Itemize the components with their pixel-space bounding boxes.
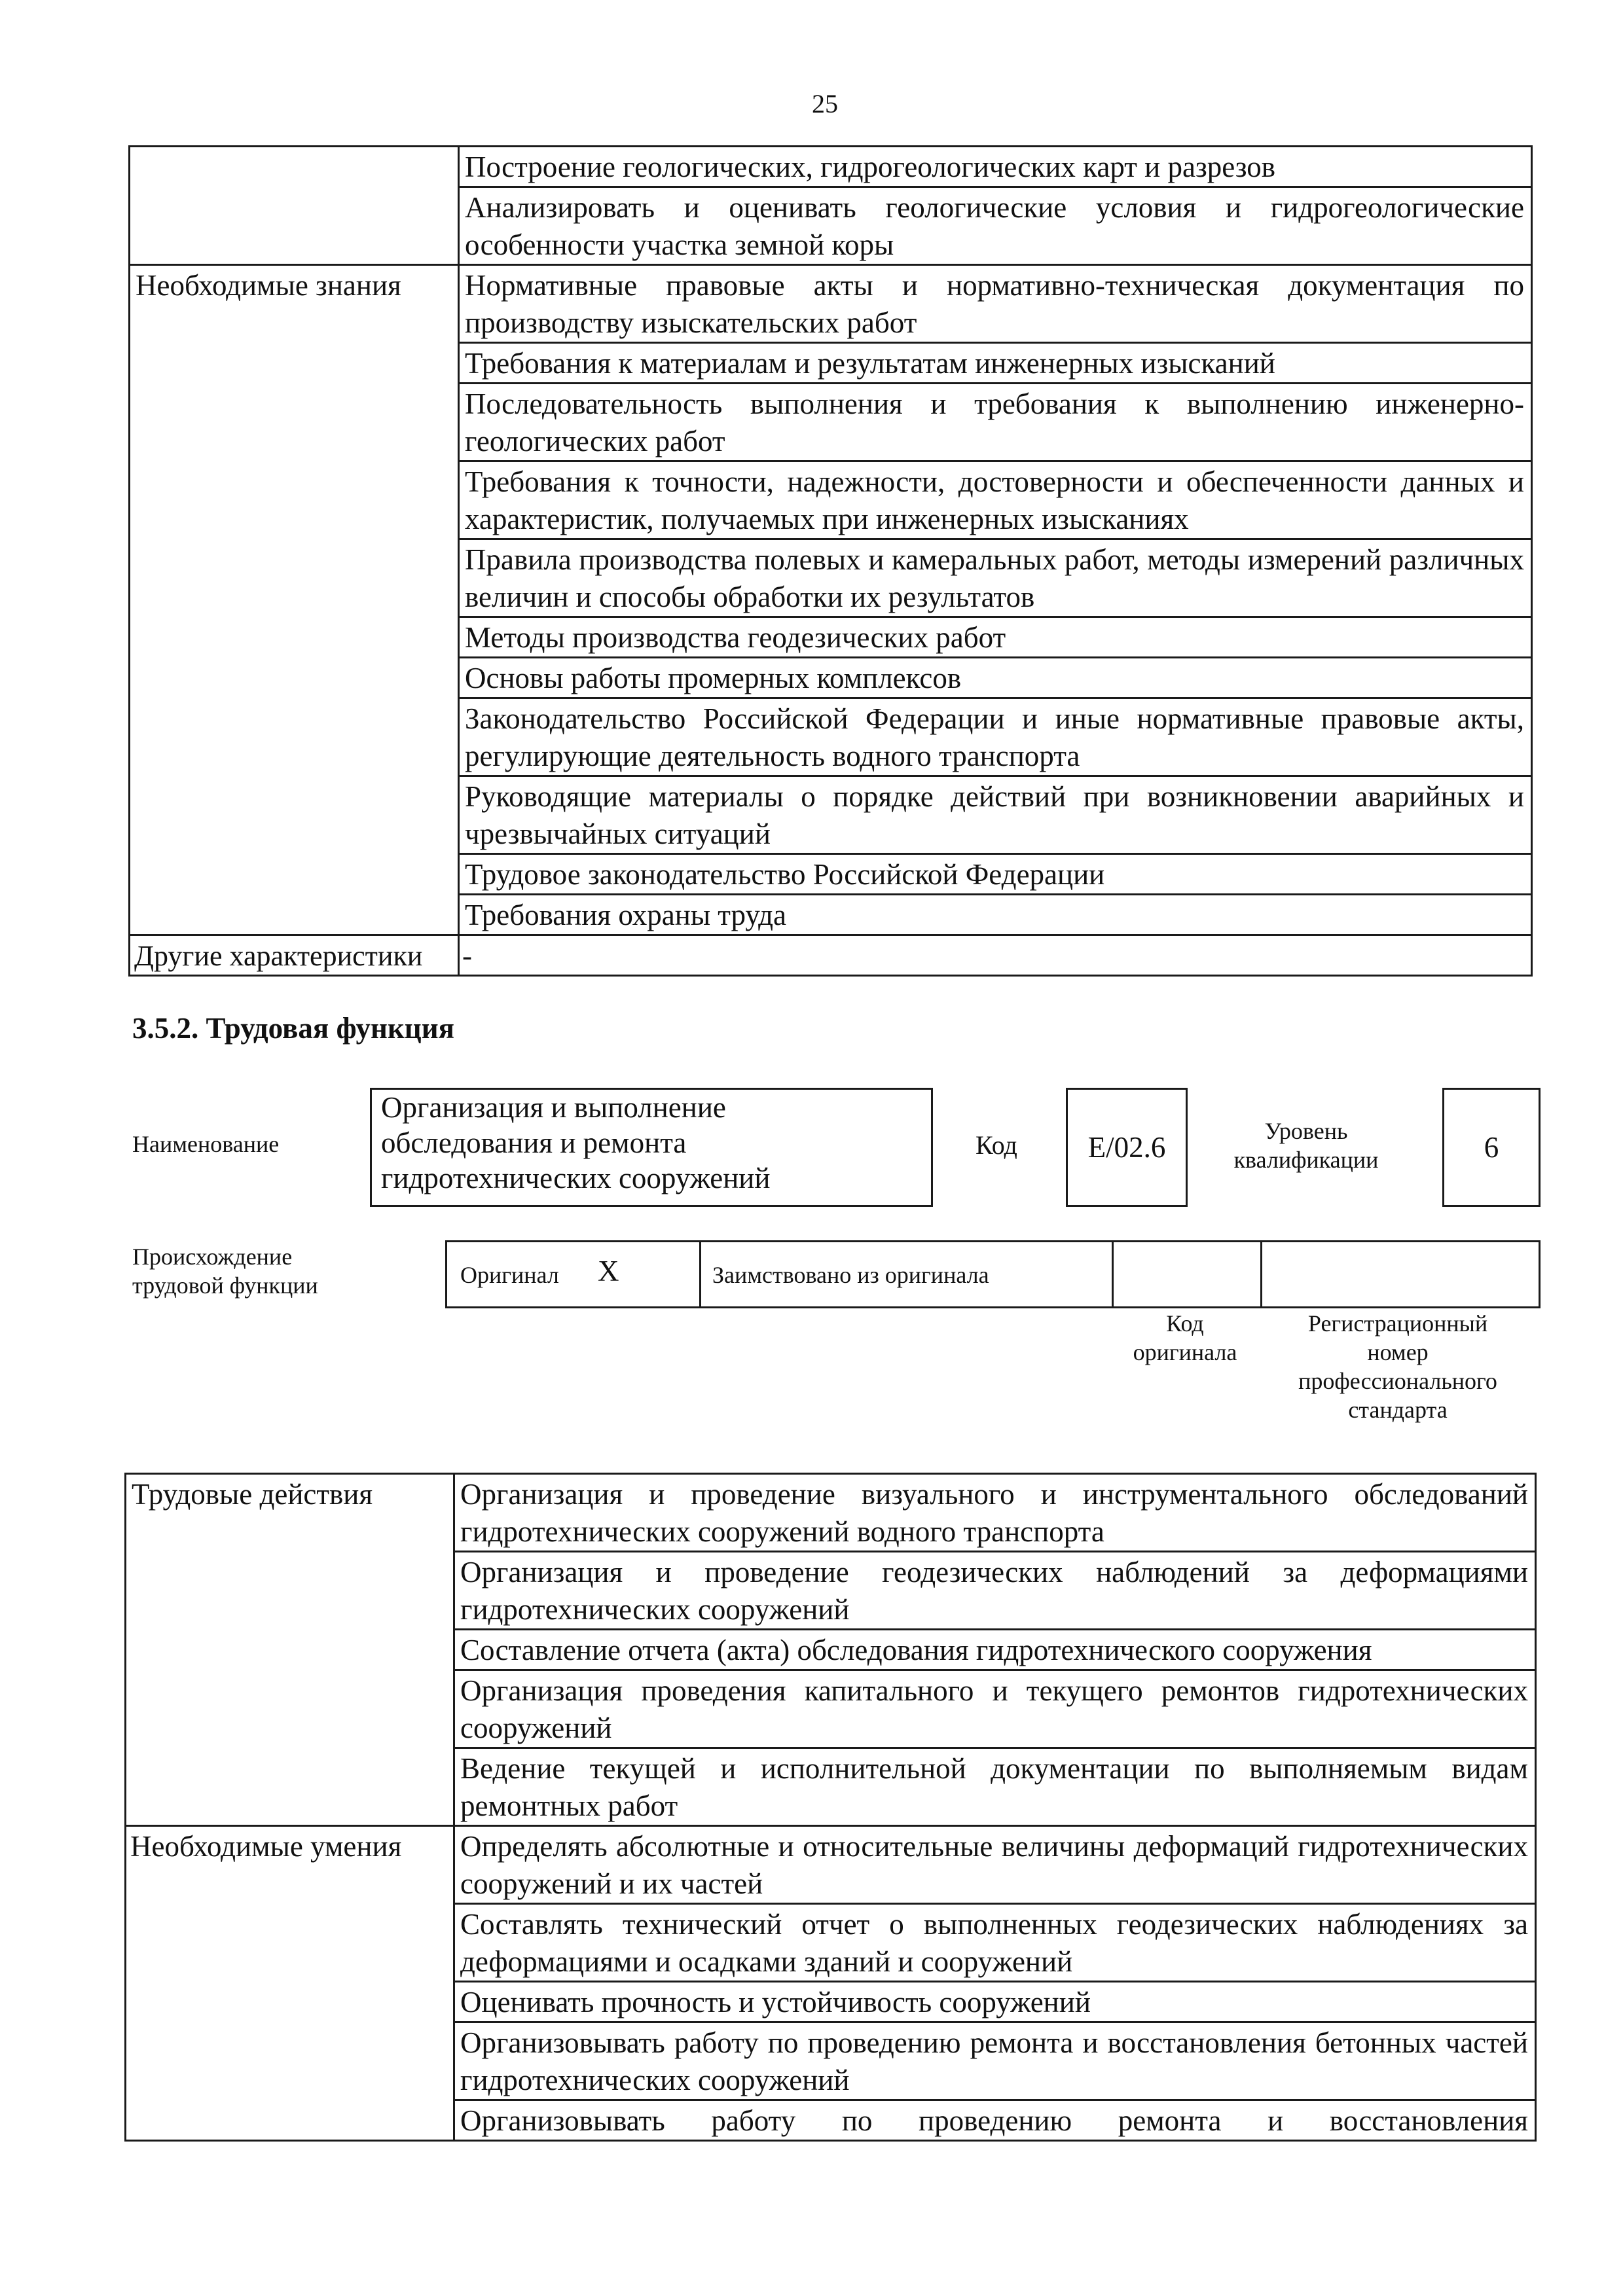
origin-label — [132, 1242, 318, 1300]
origin-label-line: Происхождение — [132, 1244, 293, 1270]
caption-line: Код — [1166, 1310, 1204, 1336]
borrowed-label: Заимствовано из оригинала — [712, 1262, 989, 1288]
actions-label: Трудовые действия — [126, 1474, 454, 1826]
origin-divider — [699, 1242, 701, 1306]
function-name-line: Организация и выполнение — [381, 1091, 726, 1124]
table-cell: Основы работы промерных комплексов — [459, 658, 1532, 698]
origin-label-line: трудовой функции — [132, 1272, 318, 1299]
caption-line: номер — [1367, 1339, 1429, 1365]
knowledge-table — [128, 145, 1533, 977]
table-cell: Составлять технический отчет о выполненных геодезических наблюдениях за деформациями и осадками зданий и сооружений — [454, 1904, 1536, 1982]
registration-caption — [1260, 1309, 1535, 1424]
caption-line: оригинала — [1133, 1339, 1237, 1365]
table-cell: Организовывать работу по проведению ремонта и восстановления — [454, 2100, 1536, 2141]
table-cell: Трудовое законодательство Российской Федерации — [459, 854, 1532, 895]
function-name-line: гидротехнических сооружений — [381, 1162, 771, 1194]
function-name-box — [370, 1088, 933, 1207]
table-cell: Организовывать работу по проведению ремонта и восстановления бетонных частей гидротехнических сооружений — [454, 2022, 1536, 2100]
origin-divider — [1260, 1242, 1262, 1306]
table-cell: Последовательность выполнения и требования к выполнению инженерно-геологических работ — [459, 384, 1532, 461]
level-label-line: Уровень — [1264, 1118, 1348, 1144]
table-cell: Методы производства геодезических работ — [459, 617, 1532, 658]
caption-line: стандарта — [1348, 1397, 1448, 1423]
table-cell: Законодательство Российской Федерации и иные нормативные правовые акты, регулирующие деятельность водного транспорта — [459, 698, 1532, 776]
table-cell: - — [459, 935, 1532, 976]
level-label-line: квалификации — [1233, 1147, 1379, 1173]
table-cell: Составление отчета (акта) обследования гидротехнического сооружения — [454, 1630, 1536, 1670]
level-value: 6 — [1484, 1131, 1499, 1164]
caption-line: профессионального — [1298, 1368, 1497, 1394]
table-cell: Организация проведения капитального и текущего ремонтов гидротехнических сооружений — [454, 1670, 1536, 1748]
page-number: 25 — [812, 89, 838, 118]
table-cell: Нормативные правовые акты и нормативно-техническая документация по производству изыскательских работ — [459, 265, 1532, 343]
original-label: Оригинал — [460, 1262, 559, 1288]
table-cell: Построение геологических, гидрогеологических карт и разрезов — [459, 147, 1532, 187]
level-label — [1205, 1117, 1408, 1174]
name-label: Наименование — [132, 1131, 280, 1157]
table-cell: Требования к материалам и результатам инженерных изысканий — [459, 343, 1532, 384]
table-cell: Анализировать и оценивать геологические условия и гидрогеологические особенности участка земной коры — [459, 187, 1532, 265]
table-cell: Требования к точности, надежности, достоверности и обеспеченности данных и характеристик, получаемых при инженерных изысканиях — [459, 461, 1532, 539]
section-title: 3.5.2. Трудовая функция — [132, 1012, 455, 1045]
code-label: Код — [976, 1130, 1017, 1160]
table-cell: Ведение текущей и исполнительной документации по выполняемым видам ремонтных работ — [454, 1748, 1536, 1826]
code-value-box — [1066, 1088, 1188, 1207]
level-value-box — [1442, 1088, 1541, 1207]
table-cell: Руководящие материалы о порядке действий при возникновении аварийных и чрезвычайных ситуаций — [459, 776, 1532, 854]
other-label: Другие характеристики — [130, 935, 459, 976]
origin-divider — [1112, 1242, 1114, 1306]
table-cell: Правила производства полевых и камеральных работ, методы измерений различных величин и способы обработки их результатов — [459, 539, 1532, 617]
code-original-caption — [1110, 1309, 1260, 1367]
table-cell: Требования охраны труда — [459, 895, 1532, 935]
function-name-line: обследования и ремонта — [381, 1126, 687, 1159]
table-cell-empty — [130, 147, 459, 265]
code-value: Е/02.6 — [1087, 1131, 1166, 1164]
table-cell: Организация и проведение геодезических наблюдений за деформациями гидротехнических сооружений — [454, 1552, 1536, 1630]
table-cell: Организация и проведение визуального и инструментального обследований гидротехнических сооружений водного транспорта — [454, 1474, 1536, 1552]
table-cell: Оценивать прочность и устойчивость сооружений — [454, 1982, 1536, 2022]
skills-label: Необходимые умения — [126, 1826, 454, 2141]
actions-table — [124, 1473, 1537, 2142]
knowledge-label: Необходимые знания — [130, 265, 459, 935]
original-mark: X — [598, 1255, 619, 1287]
caption-line: Регистрационный — [1307, 1310, 1488, 1336]
origin-box — [445, 1240, 1541, 1308]
table-cell: Определять абсолютные и относительные величины деформаций гидротехнических сооружений и их частей — [454, 1826, 1536, 1904]
